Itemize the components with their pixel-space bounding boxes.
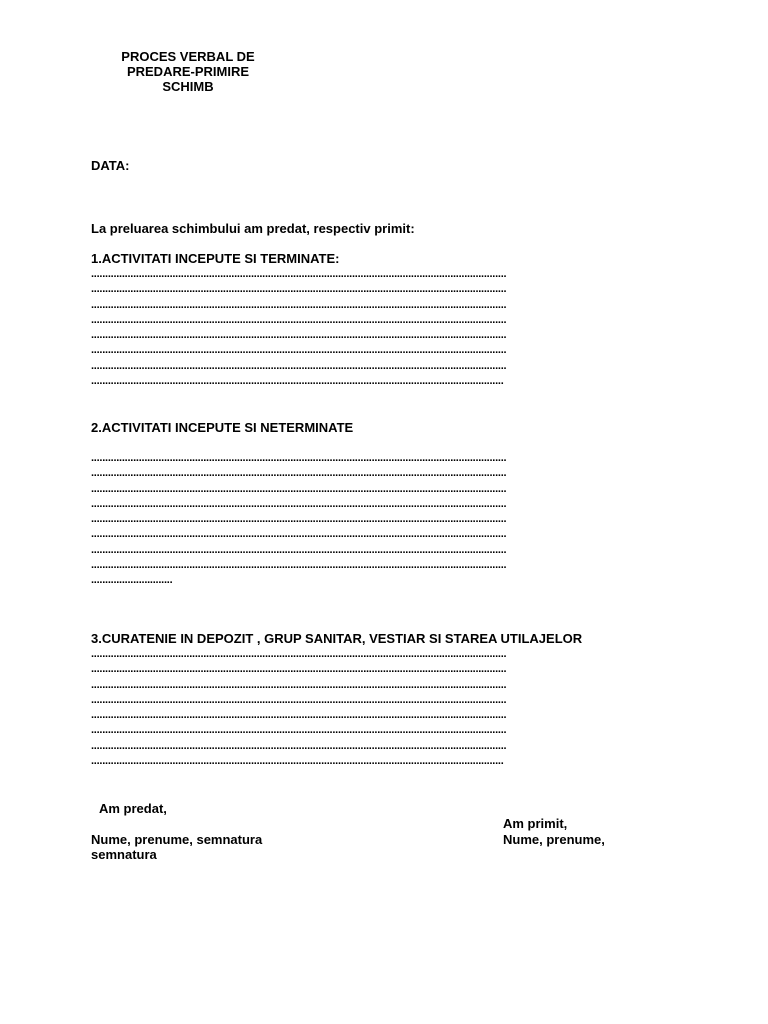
section-2-dotted-lines xyxy=(91,451,677,589)
dotted-line: .................................................................................................................................................... xyxy=(91,709,507,722)
dotted-line: .................................................................................................................................................... xyxy=(91,268,507,280)
dotted-line: .................................................................................................................................................... xyxy=(91,663,507,676)
dotted-line: .................................................................................................................................................... xyxy=(91,497,507,510)
dotted-line: .................................................................................................................................................... xyxy=(91,513,507,526)
dotted-line: .................................................................................................................................................... xyxy=(91,452,507,464)
date-label: DATA: xyxy=(91,158,130,173)
section-1-heading: 1.ACTIVITATI INCEPUTE SI TERMINATE: xyxy=(91,251,340,266)
section-2-heading: 2.ACTIVITATI INCEPUTE SI NETERMINATE xyxy=(91,420,354,435)
document-title xyxy=(108,49,268,94)
dotted-line: .................................................................................................................................................... xyxy=(91,329,507,342)
signature-right-label: Am primit, xyxy=(503,816,568,831)
dotted-line: .................................................................................................................................................... xyxy=(91,528,507,541)
dotted-line: .................................................................................................................................................... xyxy=(91,678,507,691)
section-3-heading: 3.CURATENIE IN DEPOZIT , GRUP SANITAR, VESTIAR SI STAREA UTILAJELOR xyxy=(91,631,583,646)
dotted-line: .................................................................................................................................................... xyxy=(91,344,507,357)
title-line-1: PROCES VERBAL DE xyxy=(121,49,255,64)
dotted-line: ............................. xyxy=(91,574,173,587)
signature-left-name: Nume, prenume, semnatura xyxy=(91,832,263,847)
signature-left-label: Am predat, xyxy=(99,801,167,816)
dotted-line: .................................................................................................................................................... xyxy=(91,467,507,480)
dotted-line: .................................................................................................................................................... xyxy=(91,359,507,372)
dotted-line: .................................................................................................................................................... xyxy=(91,724,507,737)
section-1-dotted-lines xyxy=(91,267,677,389)
dotted-line: .................................................................................................................................................... xyxy=(91,648,507,660)
signature-left-wrap: semnatura xyxy=(91,847,157,862)
dotted-line: .................................................................................................................................................... xyxy=(91,298,507,311)
dotted-line: .................................................................................................................................................... xyxy=(91,559,507,572)
title-line-3: SCHIMB xyxy=(162,79,214,94)
dotted-line: .................................................................................................................................................... xyxy=(91,543,507,556)
intro-text: La preluarea schimbului am predat, respectiv primit: xyxy=(91,221,415,236)
dotted-line: ................................................................................................................................................... xyxy=(91,375,504,388)
dotted-line: ................................................................................................................................................... xyxy=(91,755,504,768)
dotted-line: .................................................................................................................................................... xyxy=(91,693,507,706)
title-line-2: PREDARE-PRIMIRE xyxy=(126,64,250,79)
dotted-line: .................................................................................................................................................... xyxy=(91,283,507,296)
dotted-line: .................................................................................................................................................... xyxy=(91,313,507,326)
signature-right-name: Nume, prenume, xyxy=(503,832,605,847)
dotted-line: .................................................................................................................................................... xyxy=(91,739,507,752)
section-3-dotted-lines xyxy=(91,647,677,769)
dotted-line: .................................................................................................................................................... xyxy=(91,482,507,495)
